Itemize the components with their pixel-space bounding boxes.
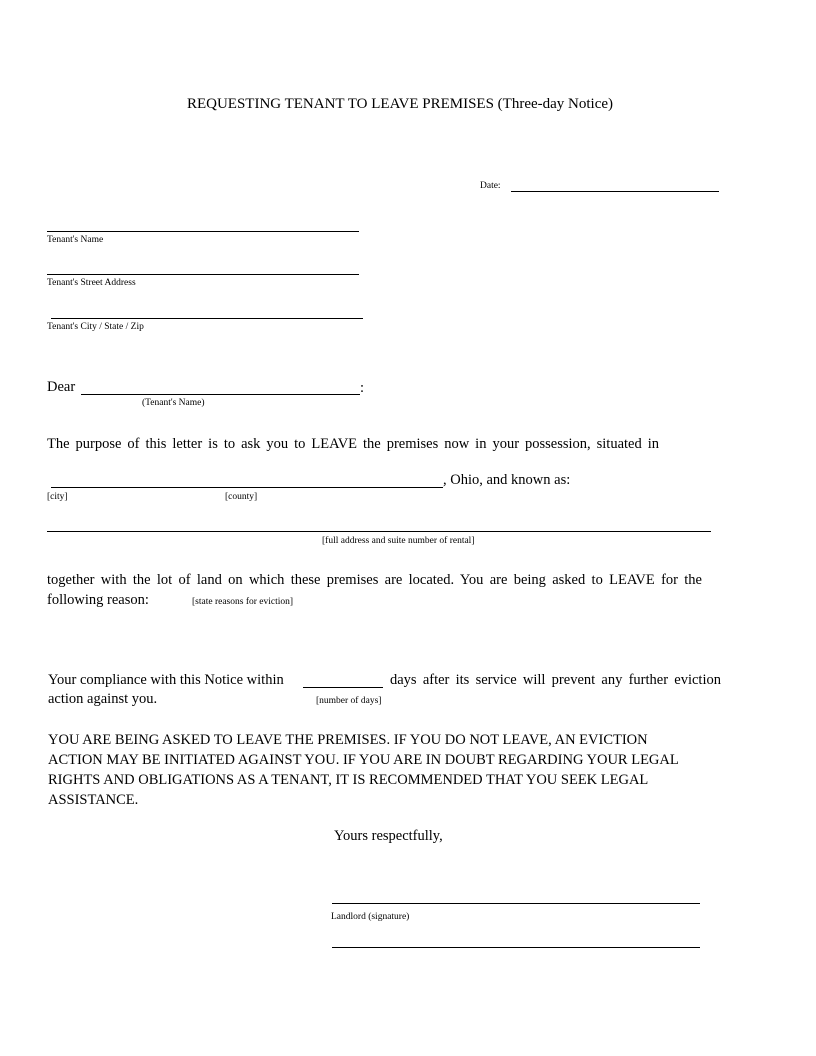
tenant-city-field[interactable] [51, 318, 363, 319]
city-county-field[interactable] [51, 487, 443, 488]
date-label: Date: [480, 181, 501, 191]
reason-paragraph-line2: following reason: [47, 592, 149, 608]
reason-caption: [state reasons for eviction] [192, 597, 294, 607]
salutation-colon: : [360, 380, 365, 396]
full-address-caption: [full address and suite number of rental] [322, 536, 475, 546]
warning-line4: ASSISTANCE. [48, 792, 139, 808]
tenant-name-field[interactable] [47, 231, 359, 232]
days-caption: [number of days] [316, 696, 382, 706]
full-address-field[interactable] [47, 531, 711, 532]
tenant-street-field[interactable] [47, 274, 359, 275]
salutation-dear: Dear [47, 379, 76, 395]
city-caption: [city] [47, 492, 68, 502]
county-caption: [county] [225, 492, 258, 502]
landlord-signature-field[interactable] [332, 903, 700, 904]
warning-line2: ACTION MAY BE INITIATED AGAINST YOU. IF YOU ARE IN DOUBT REGARDING YOUR LEGAL [48, 752, 679, 768]
document-title: REQUESTING TENANT TO LEAVE PREMISES (Three-day Notice) [186, 96, 614, 112]
compliance-text-line2: action against you. [48, 691, 158, 707]
warning-line3: RIGHTS AND OBLIGATIONS AS A TENANT, IT IS RECOMMENDED THAT YOU SEEK LEGAL [48, 772, 649, 788]
tenant-street-label: Tenant's Street Address [47, 278, 136, 288]
purpose-paragraph: The purpose of this letter is to ask you to LEAVE the premises now in your possession, situated in [47, 436, 659, 452]
closing-text: Yours respectfully, [334, 828, 443, 844]
number-of-days-field[interactable] [303, 687, 383, 688]
tenant-name-label: Tenant's Name [47, 235, 104, 245]
salutation-name-field[interactable] [81, 394, 360, 395]
warning-line1: YOU ARE BEING ASKED TO LEAVE THE PREMISES. IF YOU DO NOT LEAVE, AN EVICTION [48, 732, 648, 748]
compliance-text-part2: days after its service will prevent any further eviction [390, 672, 721, 688]
reason-paragraph-line1: together with the lot of land on which these premises are located. You are being asked to LEAVE for the [47, 572, 702, 588]
salutation-caption: (Tenant's Name) [142, 398, 205, 408]
date-field[interactable] [511, 191, 719, 192]
compliance-text-part1: Your compliance with this Notice within [48, 672, 284, 688]
signature-label: Landlord (signature) [331, 912, 410, 922]
ohio-known-as-text: , Ohio, and known as: [443, 472, 571, 488]
tenant-city-label: Tenant's City / State / Zip [47, 322, 144, 332]
landlord-name-field[interactable] [332, 947, 700, 948]
